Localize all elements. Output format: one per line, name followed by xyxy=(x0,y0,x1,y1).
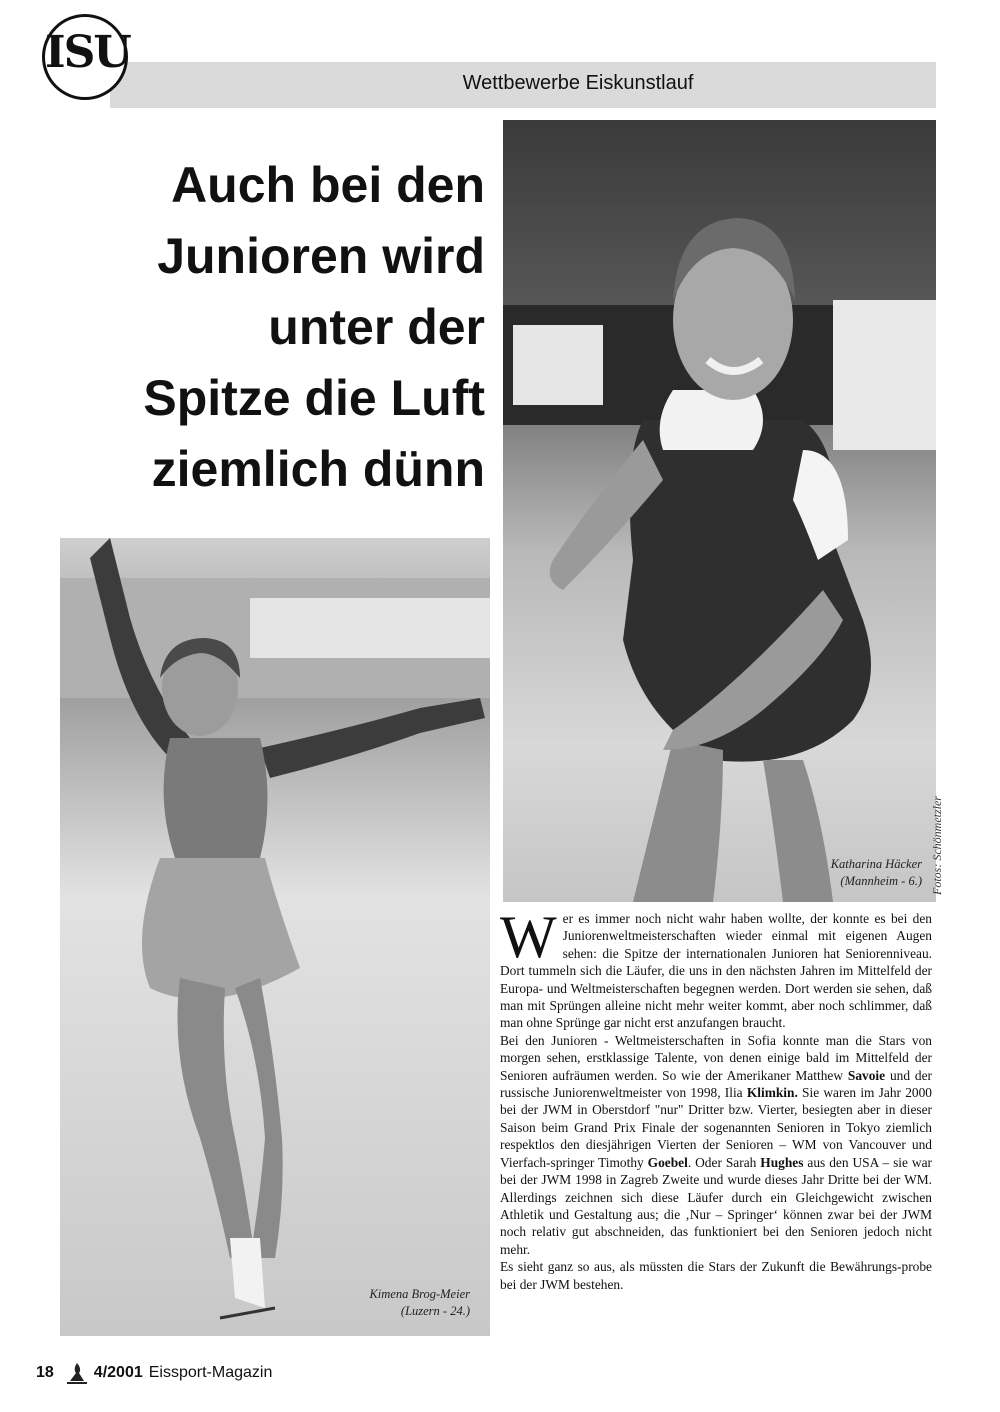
article-paragraph xyxy=(500,1032,932,1258)
logo-text: ISU xyxy=(45,27,130,78)
skater-photo-right xyxy=(503,120,936,902)
page-number: 18 xyxy=(36,1364,54,1381)
text-run: Sie waren im Jahr 2000 bei der JWM in Oberstdorf "nur" Dritter bzw. Vierter, besiegten aber in dieser Saison beim Grand Prix Finale der sogenannten Senioren in Tokyo ziemlich respektlos den diesjährigen Vierten der Senioren – WM von Vancouver und Vierfach-springer Timothy xyxy=(500,1085,932,1170)
drop-cap: W xyxy=(500,904,557,970)
photo-caption-right xyxy=(831,856,922,890)
bold-name: Hughes xyxy=(760,1154,804,1170)
bold-name: Savoie xyxy=(847,1067,886,1083)
issue-number: 4/2001 xyxy=(93,1364,143,1381)
skater-illustration xyxy=(503,120,936,902)
headline-line: Junioren wird xyxy=(157,228,485,284)
photo-caption-left xyxy=(369,1286,470,1320)
text-run: und der russische Juniorenweltmeister von 1998, Ilia xyxy=(500,1067,932,1101)
skater-photo-left xyxy=(60,538,490,1336)
headline-line: unter der xyxy=(268,299,485,355)
headline-line: Auch bei den xyxy=(171,157,485,213)
headline-line: ziemlich dünn xyxy=(151,441,485,497)
text-run: . Oder Sarah xyxy=(687,1154,761,1170)
bold-name: Goebel xyxy=(647,1154,688,1170)
isu-logo xyxy=(42,14,128,100)
text-run: Es sieht ganz so aus, als müssten die Stars der Zukunft die Bewährungs-probe bei der JWM bestehen. xyxy=(500,1259,932,1292)
headline-line: Spitze die Luft xyxy=(143,370,485,426)
section-title: Wettbewerbe Eiskunstlauf xyxy=(462,72,694,94)
headline xyxy=(40,150,485,505)
caption-name: Kimena Brog-Meier xyxy=(369,1287,470,1301)
section-header xyxy=(110,62,936,108)
text-run: aus den USA – sie war bei der JWM 1998 in Zagreb Zweite und wurde dieses Jahr Dritte bei der WM. Allerdings zeichnen sich diese Läufer durch ein Gleichgewicht zwischen Athletik und Gestaltung aus; die ‚Nur – Springer‘ können zwar bei der JWM noch relativ gut abschneiden, das funktioniert bei den Senioren jedoch nicht mehr. xyxy=(500,1154,932,1257)
caption-detail: (Luzern - 24.) xyxy=(400,1304,470,1318)
article-paragraph xyxy=(500,904,932,1032)
skater-logo-icon xyxy=(64,1361,90,1385)
page-footer xyxy=(36,1358,272,1388)
caption-name: Katharina Häcker xyxy=(830,857,922,871)
bold-name: Klimkin. xyxy=(746,1085,798,1101)
article-body xyxy=(500,904,932,1293)
skater-illustration xyxy=(60,538,490,1336)
article-paragraph xyxy=(500,1258,932,1293)
text-run: Bei den Junioren - Weltmeisterschaften in Sofia konnte man die Stars von morgen sehen, erstklassige Talente, von denen einige bald im Mittelfeld der Senioren aufräumen werden. So wie der Amerikaner Matthew xyxy=(500,1032,932,1083)
caption-detail: (Mannheim - 6.) xyxy=(840,874,922,888)
text-run: er es immer noch nicht wahr haben wollte, der konnte es bei den Juniorenweltmeisterschaften wieder einmal mit eigenen Augen sehen: die Spitze der internationalen Junioren hat Seniorenniveau. Dort tummeln sich die Läufer, die uns in den nächsten Jahren im Mittelfeld der Europa- und Weltmeisterschaften begegnen werden. Dort werden sie sehen, daß man mit Sprüngen alleine nicht mehr weiter kommt, aber noch schlimmer, daß man ohne Sprünge gar nicht erst anzufangen braucht. xyxy=(500,911,932,1031)
magazine-name: Eissport-Magazin xyxy=(148,1364,273,1381)
photo-credit: Fotos: Schönmetzler xyxy=(930,796,944,895)
